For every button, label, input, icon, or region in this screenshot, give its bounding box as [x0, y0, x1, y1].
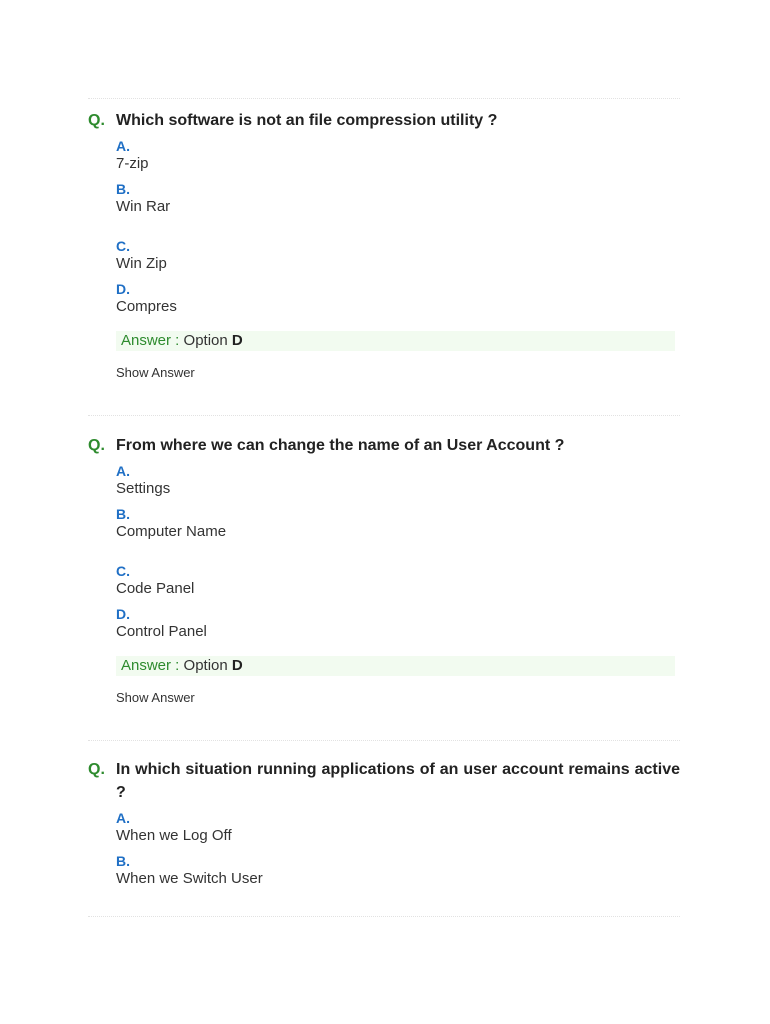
option-letter: A. — [116, 810, 130, 826]
question-2 — [88, 434, 680, 706]
answer-bar — [116, 331, 675, 351]
options-list — [116, 463, 680, 642]
answer-bar — [116, 656, 675, 676]
option-letter: B. — [116, 506, 130, 522]
option-text: Win Rar — [116, 198, 171, 215]
question-3 — [88, 758, 680, 896]
question-text: In which situation running applications of an user account remains active ? — [116, 761, 680, 801]
option-letter: D. — [116, 606, 130, 622]
question-divider — [88, 415, 680, 416]
top-divider — [88, 98, 680, 99]
bottom-divider — [88, 916, 680, 917]
option-text: Computer Name — [116, 523, 227, 540]
option-d[interactable] — [116, 606, 680, 642]
option-text: Compres — [116, 298, 177, 315]
question-3-line — [88, 758, 680, 804]
option-letter: A. — [116, 138, 130, 154]
option-letter: C. — [116, 238, 130, 254]
option-text: 7-zip — [116, 155, 149, 172]
question-prefix: Q. — [88, 437, 105, 454]
question-text: Which software is not an file compression utility ? — [116, 112, 498, 129]
option-text: Control Panel — [116, 623, 207, 640]
option-a[interactable] — [116, 810, 680, 846]
options-list — [116, 138, 680, 317]
answer-letter: D — [231, 657, 243, 674]
option-letter: B. — [116, 853, 130, 869]
option-b[interactable] — [116, 506, 680, 542]
option-letter: B. — [116, 181, 130, 197]
question-prefix: Q. — [88, 112, 105, 129]
option-b[interactable] — [116, 181, 680, 217]
options-list — [116, 810, 680, 889]
answer-label: Answer : — [121, 657, 180, 674]
option-a[interactable] — [116, 138, 680, 174]
option-text: When we Log Off — [116, 827, 232, 844]
question-divider — [88, 740, 680, 741]
show-answer-link[interactable]: Show Answer — [116, 365, 195, 380]
option-letter: C. — [116, 563, 130, 579]
option-a[interactable] — [116, 463, 680, 499]
answer-option-word: Option — [183, 332, 228, 349]
question-1 — [88, 109, 680, 381]
option-b[interactable] — [116, 853, 680, 889]
show-answer-link[interactable]: Show Answer — [116, 690, 195, 705]
option-text: When we Switch User — [116, 870, 263, 887]
option-text: Win Zip — [116, 255, 167, 272]
option-d[interactable] — [116, 281, 680, 317]
option-text: Settings — [116, 480, 171, 497]
answer-option-word: Option — [183, 657, 228, 674]
question-prefix: Q. — [88, 761, 105, 778]
question-2-line — [88, 434, 680, 457]
answer-letter: D — [231, 332, 243, 349]
option-letter: D. — [116, 281, 130, 297]
option-letter: A. — [116, 463, 130, 479]
question-1-line — [88, 109, 680, 132]
question-text: From where we can change the name of an User Account ? — [116, 437, 565, 454]
option-text: Code Panel — [116, 580, 195, 597]
answer-label: Answer : — [121, 332, 180, 349]
option-c[interactable] — [116, 238, 680, 274]
option-c[interactable] — [116, 563, 680, 599]
